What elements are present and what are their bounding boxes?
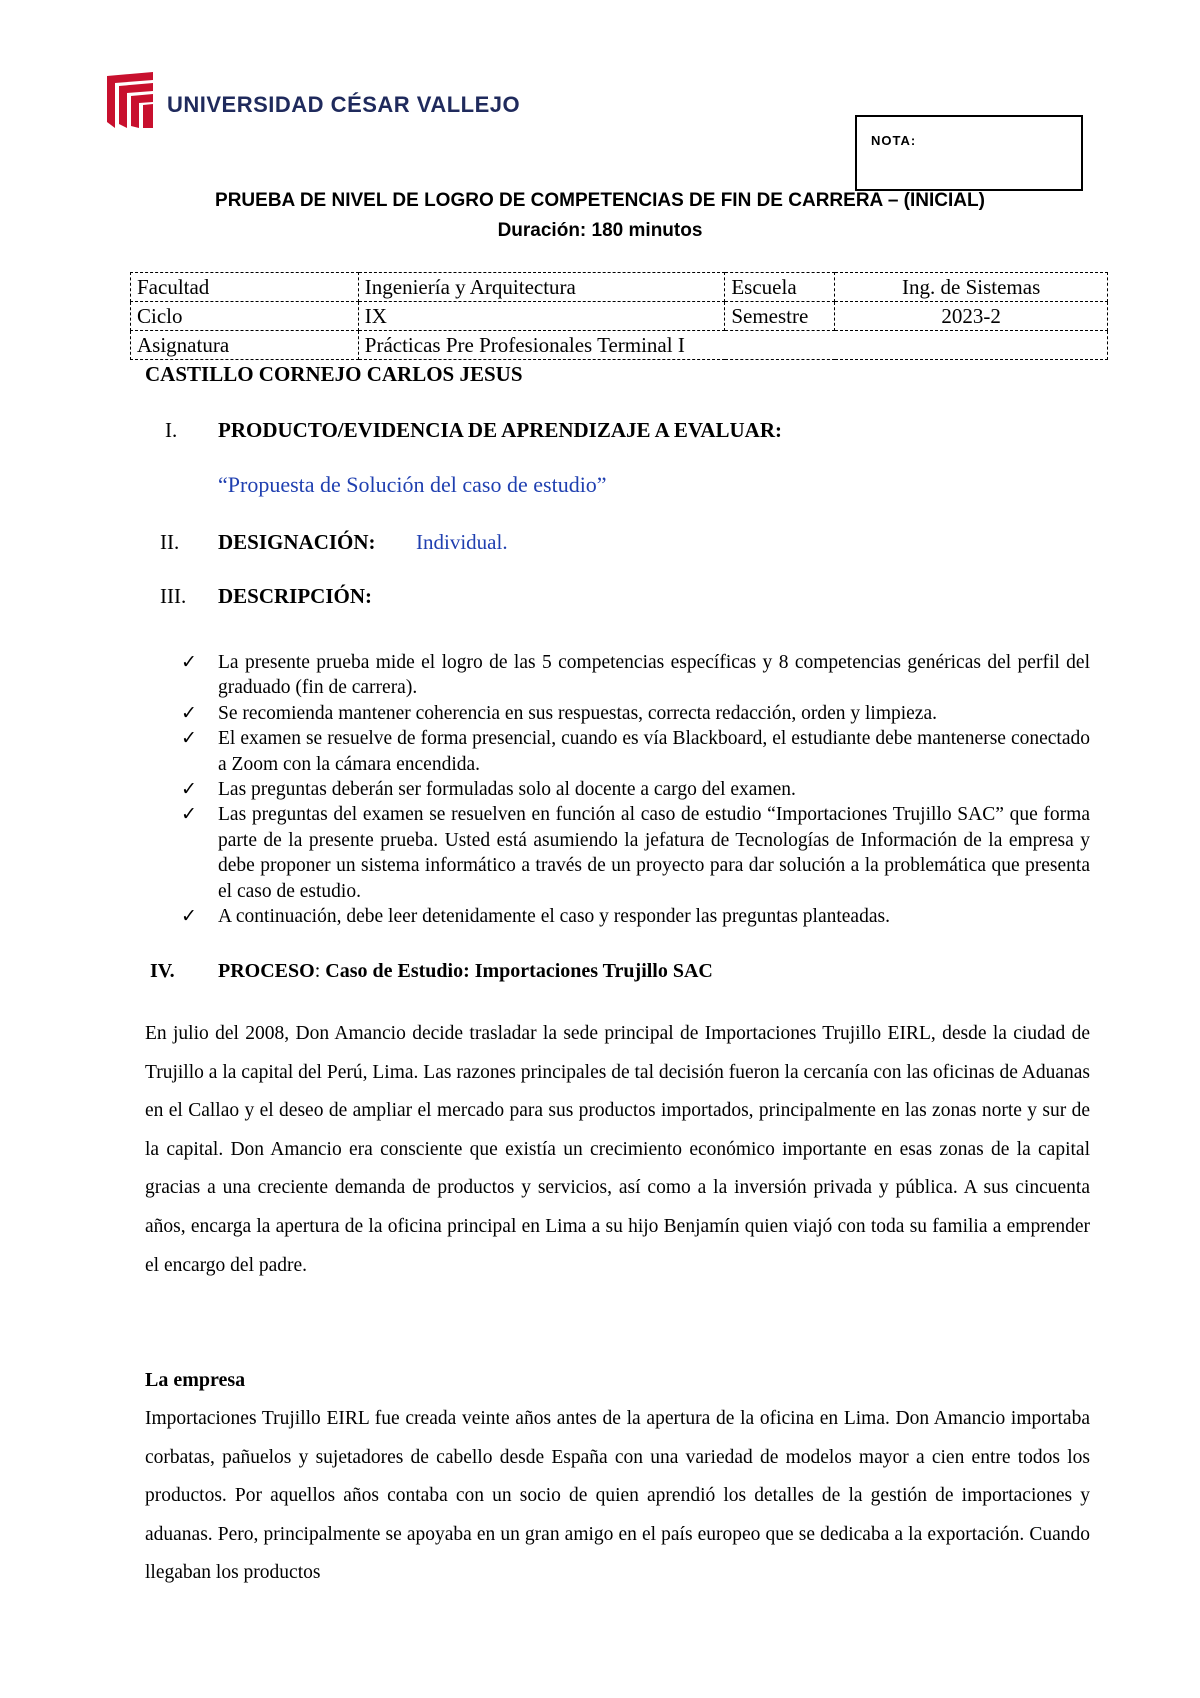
- case-paragraph-2: Importaciones Trujillo EIRL fue creada veinte años antes de la apertura de la oficina en Lima. Don Amancio importaba corbatas, pañuelos y sujetadores de cabello desde España con una variedad de modelos mayor a cien entre todos los productos. Por aquellos años contaba con un socio de quien aprendió los detalles de la gestión de importaciones y aduanas. Pero, principalmente se apoyaba en un gran amigo en el país europeo que se dedicaba a la exportación. Cuando llegaban los productos: [145, 1408, 1090, 1584]
- checkmark-icon: ✓: [181, 804, 197, 826]
- ciclo-label: Ciclo: [131, 302, 359, 331]
- semestre-value: 2023-2: [835, 302, 1108, 331]
- list-item: ✓ Las preguntas del examen se resuelven en función al caso de estudio “Importaciones Trujillo SAC” que forma parte de la presente prueba. Usted está asumiendo la jefatura de Tecnologías de Información de la empresa y debe proponer un sistema informático a través de un proyecto para dar solución a la problemática que presenta el caso de estudio.: [181, 804, 1090, 902]
- designation-value: Individual.: [416, 530, 508, 554]
- university-logo: [105, 72, 521, 132]
- facultad-value: Ingeniería y Arquitectura: [358, 273, 725, 302]
- asignatura-label: Asignatura: [131, 331, 359, 360]
- grade-label: NOTA:: [871, 133, 917, 148]
- table-row: [131, 331, 1108, 360]
- escuela-label: Escuela: [725, 273, 835, 302]
- list-item: ✓ El examen se resuelve de forma presencial, cuando es vía Blackboard, el estudiante debe mantenerse conectado a Zoom con la cámara encendida.: [181, 728, 1090, 775]
- course-info-table: [130, 272, 1108, 360]
- student-name: CASTILLO CORNEJO CARLOS JESUS: [145, 362, 523, 386]
- exam-title: PRUEBA DE NIVEL DE LOGRO DE COMPETENCIAS DE FIN DE CARRERA – (INICIAL): [215, 190, 985, 211]
- company-heading: La empresa: [145, 1369, 246, 1391]
- section-3-heading: DESCRIPCIÓN:: [218, 584, 373, 608]
- grade-box: [855, 115, 1083, 191]
- ucv-shield-icon: [105, 72, 155, 128]
- university-name: UNIVERSIDAD CÉSAR VALLEJO: [167, 92, 521, 117]
- exam-duration: [0, 220, 1200, 242]
- section-1-heading: PRODUCTO/EVIDENCIA DE APRENDIZAJE A EVALUAR:: [218, 418, 782, 442]
- section-4-number: IV.: [150, 960, 175, 982]
- checkmark-icon: ✓: [181, 728, 197, 750]
- product-evidence-text: “Propuesta de Solución del caso de estudio”: [218, 472, 607, 497]
- list-item: ✓ A continuación, debe leer detenidamente el caso y responder las preguntas planteadas.: [178, 904, 1090, 929]
- case-paragraph-1: En julio del 2008, Don Amancio decide trasladar la sede principal de Importaciones Trujillo EIRL, desde la ciudad de Trujillo a la capital del Perú, Lima. Las razones principales de tal decisión fueron la cercanía con las oficinas de Aduanas en el Callao y el deseo de ampliar el mercado para sus productos importados, principalmente en las zonas norte y sur de la capital. Don Amancio era consciente que existía un crecimiento económico importante en esas zonas de la capital gracias a una creciente demanda de productos y servicios, así como a la inversión privada y pública. A sus cincuenta años, encarga la apertura de la oficina principal en Lima a su hijo Benjamín quien viajó con toda su familia a emprender el encargo del padre.: [145, 1023, 1090, 1276]
- checkmark-icon: ✓: [181, 906, 197, 928]
- section-1-number: I.: [165, 418, 178, 442]
- section-4-heading: PROCESO: Caso de Estudio: Importaciones Trujillo SAC: [218, 960, 713, 982]
- list-item: ✓ Las preguntas deberán ser formuladas solo al docente a cargo del examen.: [178, 777, 1090, 802]
- duration-value: 180 minutos: [591, 220, 703, 241]
- list-item: ✓ La presente prueba mide el logro de las 5 competencias específicas y 8 competencias genéricas del perfil del graduado (fin de carrera).: [181, 652, 1090, 699]
- list-item: ✓ Se recomienda mantener coherencia en sus respuestas, correcta redacción, orden y limpieza.: [178, 701, 1090, 726]
- description-list: [178, 650, 1090, 929]
- table-row: [131, 273, 1108, 302]
- table-row: [131, 302, 1108, 331]
- section-3-number: III.: [160, 584, 187, 608]
- checkmark-icon: ✓: [181, 652, 197, 673]
- semestre-label: Semestre: [725, 302, 835, 331]
- section-2-number: II.: [160, 530, 180, 554]
- checkmark-icon: ✓: [181, 702, 197, 724]
- escuela-value: Ing. de Sistemas: [835, 273, 1108, 302]
- asignatura-value: Prácticas Pre Profesionales Terminal I: [358, 331, 1107, 360]
- duration-label: Duración:: [497, 220, 587, 241]
- facultad-label: Facultad: [131, 273, 359, 302]
- section-2-heading: DESIGNACIÓN:: [218, 530, 376, 554]
- ciclo-value: IX: [358, 302, 725, 331]
- checkmark-icon: ✓: [181, 779, 197, 801]
